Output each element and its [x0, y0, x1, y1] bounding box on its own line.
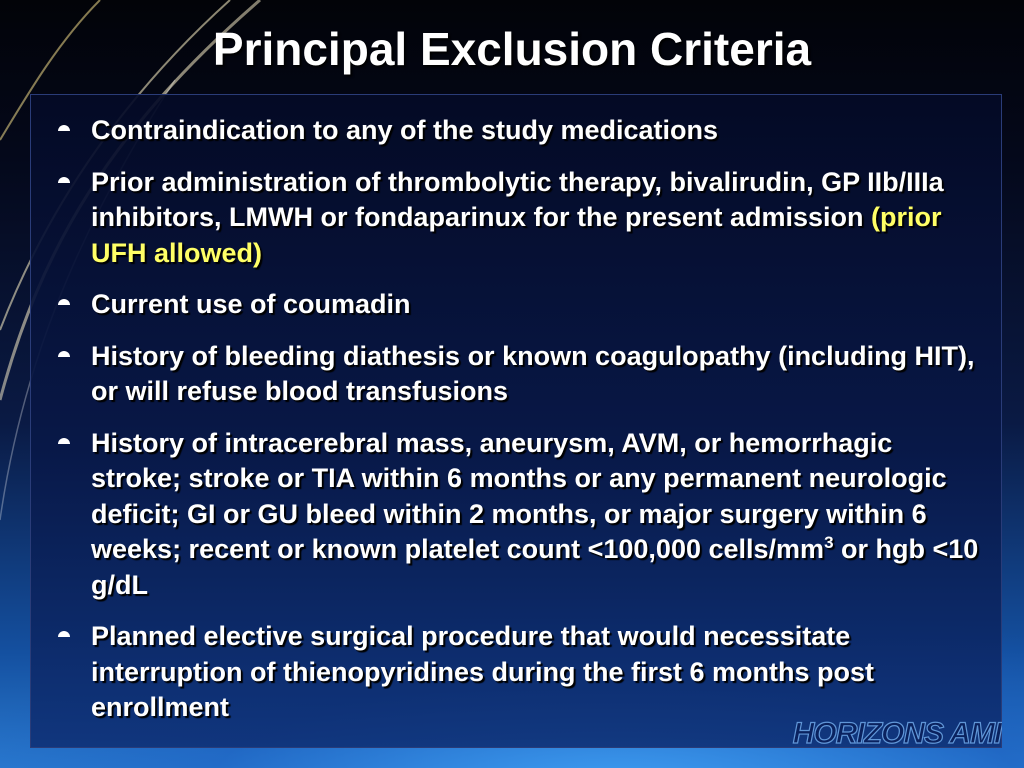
bullet-highlight: (prior UFH allowed) — [91, 202, 942, 268]
bullet-text-continued: or hgb <10 g/dL — [91, 534, 979, 600]
bullet-item — [55, 165, 985, 272]
horizons-ami-logo — [792, 712, 1002, 752]
superscript: 3 — [824, 533, 834, 552]
half-disc-bullet-icon — [57, 437, 71, 445]
content-panel — [30, 94, 1002, 748]
bullet-text: Prior administration of thrombolytic therapy, bivalirudin, GP IIb/IIIa inhibitors, LMWH or fondaparinux for the present admission — [91, 166, 944, 232]
half-disc-bullet-icon — [57, 298, 71, 306]
bullet-list — [55, 113, 985, 742]
bullet-item — [55, 339, 985, 410]
half-disc-bullet-icon — [57, 630, 71, 638]
bullet-item — [55, 113, 985, 149]
bullet-item — [55, 426, 985, 604]
svg-text:HORIZONS AMI: HORIZONS AMI — [792, 717, 1002, 750]
bullet-text: History of bleeding diathesis or known coagulopathy (including HIT), or will refuse blood transfusions — [91, 340, 975, 406]
bullet-item — [55, 287, 985, 323]
bullet-text: Planned elective surgical procedure that would necessitate interruption of thienopyridines during the first 6 months post enrollment — [91, 621, 874, 722]
half-disc-bullet-icon — [57, 176, 71, 184]
bullet-text: History of intracerebral mass, aneurysm, AVM, or hemorrhagic stroke; stroke or TIA within 6 months or any permanent neurologic deficit; GI or GU bleed within 2 months, or major surgery within 6 weeks; recent or known platelet count <100,000 cells/mm — [91, 427, 947, 564]
bullet-text: Contraindication to any of the study medications — [91, 115, 719, 145]
bullet-text: Current use of coumadin — [91, 289, 411, 319]
slide-title: Principal Exclusion Criteria — [212, 23, 812, 75]
bullet-item — [55, 619, 985, 726]
half-disc-bullet-icon — [57, 350, 71, 358]
half-disc-bullet-icon — [57, 124, 71, 132]
